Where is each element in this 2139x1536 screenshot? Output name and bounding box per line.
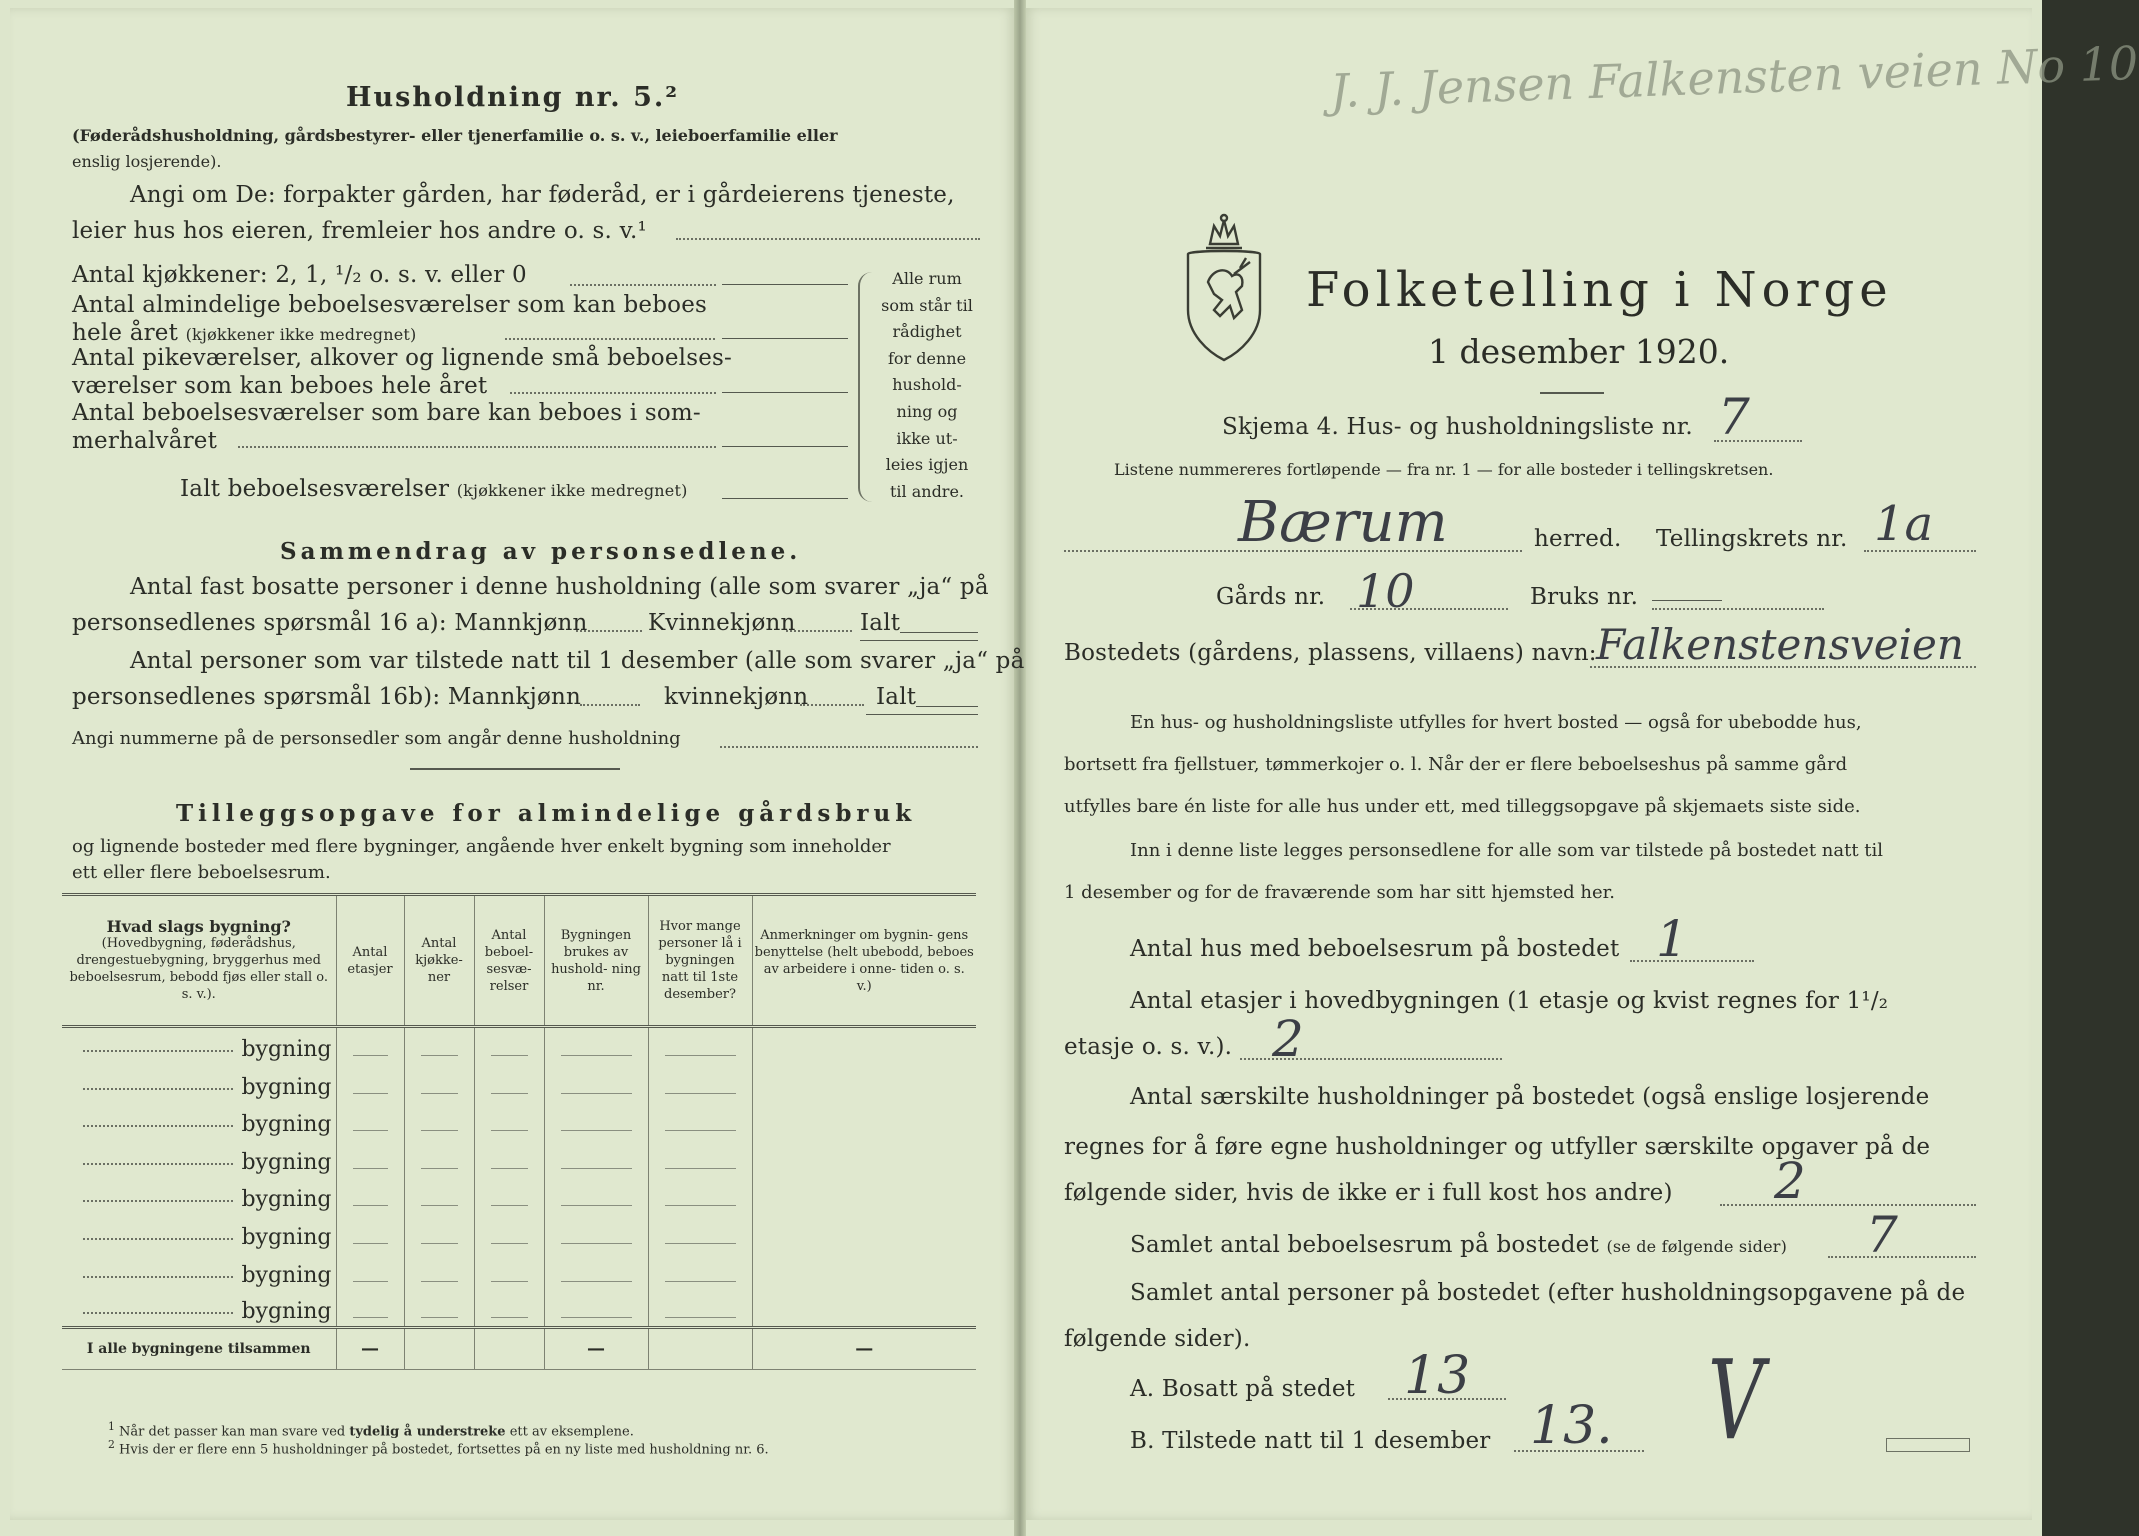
side-note-line: Alle rum xyxy=(892,269,962,288)
tillegg-line-1: og lignende bosteder med flere bygninger, angående hver enkelt bygning som inneholder xyxy=(72,836,891,857)
bruks-label: Bruks nr. xyxy=(1530,584,1639,610)
skjema-label: Skjema 4. Hus- og husholdningsliste nr. xyxy=(1222,414,1693,440)
table-cell[interactable] xyxy=(404,1290,474,1328)
table-header-cell xyxy=(62,895,336,1027)
total-cell xyxy=(544,1327,648,1369)
sum2-line-2: personsedlenes spørsmål 16b): Mannkjønn xyxy=(72,684,582,710)
census-title: Folketelling i Norge xyxy=(1306,262,1893,318)
table-cell[interactable] xyxy=(404,1027,474,1065)
table-cell[interactable] xyxy=(648,1252,752,1290)
table-cell[interactable] xyxy=(544,1027,648,1065)
table-cell[interactable] xyxy=(336,1252,404,1290)
table-cell[interactable] xyxy=(544,1177,648,1215)
bosatt-value[interactable]: 13 xyxy=(1404,1346,1471,1406)
table-cell[interactable] xyxy=(404,1214,474,1252)
alm-line-2-small: (kjøkkener ikke medregnet) xyxy=(185,325,417,344)
tellingskrets-label: Tellingskrets nr. xyxy=(1656,526,1848,552)
etasjer-value[interactable]: 2 xyxy=(1272,1010,1304,1068)
footnote-2-text: Hvis der er flere enn 5 husholdninger på bostedet, fortsettes på en ny liste med husholdning nr. 6. xyxy=(119,1442,769,1458)
hus-value[interactable]: 1 xyxy=(1656,910,1688,968)
table-header-text: Antal beboel- sesvæ- relser xyxy=(484,927,534,994)
sum2-line-1: Antal personer som var tilstede natt til 1 desember (alle som svarer „ja“ på xyxy=(130,648,1025,674)
table-cell[interactable] xyxy=(336,1102,404,1140)
table-header-cell xyxy=(336,895,404,1027)
instr-line-5: 1 desember og for de fraværende som har sitt hjemsted her. xyxy=(1064,882,1615,903)
summary-title: Sammendrag av personsedlene. xyxy=(280,538,802,565)
table-cell[interactable] xyxy=(544,1102,648,1140)
table-cell[interactable] xyxy=(648,1064,752,1102)
table-cell[interactable] xyxy=(648,1139,752,1177)
census-date: 1 desember 1920. xyxy=(1428,332,1730,371)
footnote-1-pre: Når det passer kan man svare ved xyxy=(119,1424,346,1440)
household-title: Husholdning nr. 5.² xyxy=(346,82,680,113)
table-cell[interactable] xyxy=(544,1214,648,1252)
alm-line-2: hele året xyxy=(72,320,179,346)
table-cell[interactable] xyxy=(752,1027,976,1065)
table-cell[interactable] xyxy=(404,1252,474,1290)
listene-note: Listene nummereres fortløpende — fra nr. 1 — for alle bosteder i tellingskretsen. xyxy=(1114,460,1774,479)
table-row xyxy=(62,1252,976,1290)
etasjer-line-1: Antal etasjer i hovedbygningen (1 etasje og kvist regnes for 1¹/₂ xyxy=(1130,988,1889,1014)
table-cell[interactable] xyxy=(648,1102,752,1140)
building-type-cell[interactable] xyxy=(62,1064,336,1102)
total-cell xyxy=(404,1327,474,1369)
alm-line-1: Antal almindelige beboelsesværelser som kan beboes xyxy=(72,292,708,318)
table-header-bold: Hvad slags bygning? xyxy=(106,917,291,936)
table-row xyxy=(62,1214,976,1252)
footnote-1-post: ett av eksemplene. xyxy=(509,1424,634,1440)
samlet-rum-small: (se de følgende sider) xyxy=(1606,1237,1788,1256)
table-cell[interactable] xyxy=(474,1102,544,1140)
table-cell[interactable] xyxy=(474,1214,544,1252)
hus-label: Antal hus med beboelsesrum på bostedet xyxy=(1130,936,1620,962)
footnote-1: $^1$ Når det passer kan man svare ved tydelig å understreke ett av eksemplene. xyxy=(108,1420,634,1440)
table-cell[interactable] xyxy=(336,1177,404,1215)
tellingskrets-value[interactable]: 1a xyxy=(1874,496,1934,552)
table-header-text: Bygningen brukes av hushold- ning nr. xyxy=(551,927,641,994)
page-fold xyxy=(1014,0,1026,1536)
top-scribble: J. J. Jensen Falkensten veien No 10 xyxy=(1329,35,2139,119)
table-cell[interactable] xyxy=(752,1102,976,1140)
som-line-2: merhalvåret xyxy=(72,428,218,454)
angi-line-2: leier hus hos eieren, fremleier hos andre o. s. v.¹ xyxy=(72,218,647,244)
table-cell[interactable] xyxy=(474,1027,544,1065)
etasjer-line-2: etasje o. s. v.). xyxy=(1064,1034,1233,1060)
table-cell[interactable] xyxy=(404,1064,474,1102)
saerskilte-line-3: følgende sider, hvis de ikke er i full kost hos andre) xyxy=(1064,1180,1673,1206)
table-cell[interactable] xyxy=(336,1139,404,1177)
household-subtitle-1: (Føderådshusholdning, gårdsbestyrer- eller tjenerfamilie o. s. v., leieboerfamilie eller xyxy=(72,126,838,145)
bosted-value[interactable]: Falkenstensveien xyxy=(1596,620,1964,669)
footnote-2: $^2$ Hvis der er flere enn 5 husholdninger på bostedet, fortsettes på en ny liste med husholdning nr. 6. xyxy=(108,1438,769,1458)
table-cell[interactable] xyxy=(544,1139,648,1177)
kjokkener-label: Antal kjøkkener: 2, 1, ¹/₂ o. s. v. eller 0 xyxy=(72,262,527,288)
side-note-line: rådighet xyxy=(892,322,962,342)
side-note-line: til andre. xyxy=(889,481,965,501)
tilstede-value[interactable]: 13. xyxy=(1530,1396,1613,1456)
printer-stamp xyxy=(1886,1438,1970,1452)
table-row xyxy=(62,1139,976,1177)
table-cell[interactable] xyxy=(648,1177,752,1215)
norwegian-coat-of-arms-icon xyxy=(1180,214,1268,364)
building-table-header xyxy=(62,895,976,1027)
side-note-line: for denne xyxy=(887,348,967,368)
total-cell xyxy=(336,1327,404,1369)
table-header-text: Anmerkninger om bygnin- gens benyttelse (helt ubebodd, beboes av arbeidere i onne- tiden o. s. v.) xyxy=(754,927,974,994)
building-label: bygning xyxy=(241,1074,332,1100)
side-note-line: som står til xyxy=(881,295,973,315)
building-label: bygning xyxy=(241,1112,332,1138)
table-cell[interactable] xyxy=(474,1177,544,1215)
skjema-value[interactable]: 7 xyxy=(1718,388,1750,446)
building-label: bygning xyxy=(241,1149,332,1175)
herred-label: herred. xyxy=(1534,526,1622,552)
building-table xyxy=(62,893,976,1370)
building-label: bygning xyxy=(241,1037,332,1063)
side-note xyxy=(872,266,982,505)
sum1-kvinne: Kvinnekjønn xyxy=(648,610,796,636)
building-label: bygning xyxy=(241,1298,332,1324)
footnote-1-bold: tydelig å understreke xyxy=(349,1424,506,1440)
tilstede-label: B. Tilstede natt til 1 desember xyxy=(1130,1428,1491,1454)
table-header-cell xyxy=(404,895,474,1027)
gards-value[interactable]: 10 xyxy=(1356,564,1415,618)
table-cell[interactable] xyxy=(648,1214,752,1252)
gards-label: Gårds nr. xyxy=(1216,584,1326,610)
table-cell[interactable] xyxy=(404,1102,474,1140)
total-cell xyxy=(752,1327,976,1369)
tillegg-line-2: ett eller flere beboelsesrum. xyxy=(72,862,331,883)
building-type-cell[interactable] xyxy=(62,1290,336,1328)
total-cell-value: — xyxy=(587,1338,605,1360)
table-cell[interactable] xyxy=(474,1139,544,1177)
table-row xyxy=(62,1177,976,1215)
table-cell[interactable] xyxy=(648,1290,752,1328)
table-cell[interactable] xyxy=(752,1290,976,1328)
table-header-text: Hvor mange personer lå i bygningen natt til 1ste desember? xyxy=(658,919,742,1002)
samlet-pers-line-2: følgende sider). xyxy=(1064,1326,1251,1352)
table-cell[interactable] xyxy=(336,1214,404,1252)
table-cell[interactable] xyxy=(752,1177,976,1215)
sum1-line-1: Antal fast bosatte personer i denne husholdning (alle som svarer „ja“ på xyxy=(130,574,989,600)
bosatt-label: A. Bosatt på stedet xyxy=(1130,1376,1356,1402)
table-cell[interactable] xyxy=(544,1290,648,1328)
building-type-cell[interactable] xyxy=(62,1214,336,1252)
building-table-total-row xyxy=(62,1327,976,1369)
table-cell[interactable] xyxy=(474,1252,544,1290)
angi-line-1: Angi om De: forpakter gården, har føderåd, er i gårdeierens tjeneste, xyxy=(130,182,955,208)
table-header-cell xyxy=(648,895,752,1027)
total-cell xyxy=(648,1327,752,1369)
ialt-label: Ialt beboelsesværelser xyxy=(180,476,450,502)
table-header-text: Antal etasjer xyxy=(347,944,393,977)
total-cell-value: — xyxy=(361,1338,379,1360)
side-note-line: hushold- xyxy=(892,375,962,395)
table-header-cell xyxy=(474,895,544,1027)
sum2-ialt: Ialt xyxy=(876,684,917,710)
total-cell-value: — xyxy=(855,1338,874,1360)
table-cell[interactable] xyxy=(648,1027,752,1065)
instr-line-1: En hus- og husholdningsliste utfylles for hvert bosted — også for ubebodde hus, xyxy=(1130,712,1862,733)
total-label: I alle bygningene tilsammen xyxy=(62,1327,336,1369)
bosted-label: Bostedets (gårdens, plassens, villaens) navn: xyxy=(1064,640,1597,666)
sum1-line-2: personsedlenes spørsmål 16 a): Mannkjønn xyxy=(72,610,588,636)
table-cell[interactable] xyxy=(752,1214,976,1252)
checkmark: V xyxy=(1707,1336,1764,1464)
saerskilte-value[interactable]: 2 xyxy=(1774,1152,1806,1210)
sum1-ialt: Ialt xyxy=(860,610,901,636)
saerskilte-line-2: regnes for å føre egne husholdninger og utfyller særskilte opgaver på de xyxy=(1064,1134,1931,1160)
table-cell[interactable] xyxy=(474,1290,544,1328)
samlet-pers-line-1: Samlet antal personer på bostedet (efter husholdningsopgavene på de xyxy=(1130,1280,1966,1306)
instr-line-4: Inn i denne liste legges personsedlene for alle som var tilstede på bostedet natt til xyxy=(1130,840,1884,861)
instr-line-3: utfylles bare én liste for alle hus under ett, med tilleggsopgave på skjemaets siste side. xyxy=(1064,796,1861,817)
table-cell[interactable] xyxy=(752,1139,976,1177)
table-header-text: Antal kjøkke- ner xyxy=(415,936,463,985)
table-cell[interactable] xyxy=(404,1139,474,1177)
table-cell[interactable] xyxy=(544,1064,648,1102)
table-cell[interactable] xyxy=(336,1290,404,1328)
side-note-line: ikke ut- xyxy=(896,428,958,448)
ialt-small: (kjøkkener ikke medregnet) xyxy=(456,481,688,500)
side-note-line: ning og xyxy=(896,401,958,421)
building-type-cell[interactable] xyxy=(62,1027,336,1065)
table-row xyxy=(62,1102,976,1140)
building-type-cell[interactable] xyxy=(62,1177,336,1215)
saerskilte-line-1: Antal særskilte husholdninger på bostedet (også enslige losjerende xyxy=(1130,1084,1930,1110)
building-type-cell[interactable] xyxy=(62,1139,336,1177)
side-note-line: leies igjen xyxy=(885,455,969,475)
building-type-cell[interactable] xyxy=(62,1102,336,1140)
table-row xyxy=(62,1064,976,1102)
table-cell[interactable] xyxy=(752,1252,976,1290)
herred-value[interactable]: Bærum xyxy=(1238,490,1448,555)
table-cell[interactable] xyxy=(336,1027,404,1065)
sum2-kvinne: kvinnekjønn xyxy=(664,684,809,710)
table-header-text: (Hovedbygning, føderådshus, drengestuebygning, bryggerhus med beboelsesrum, bebodd fjøs eller stall o. s. v.). xyxy=(69,936,328,1002)
table-row xyxy=(62,1027,976,1065)
table-cell[interactable] xyxy=(544,1252,648,1290)
table-cell[interactable] xyxy=(404,1177,474,1215)
pike-line-2: værelser som kan beboes hele året xyxy=(72,373,488,399)
household-subtitle-2: enslig losjerende). xyxy=(72,152,222,171)
building-label: bygning xyxy=(241,1187,332,1213)
building-type-cell[interactable] xyxy=(62,1252,336,1290)
table-header-cell xyxy=(752,895,976,1027)
samlet-rum-value[interactable]: 7 xyxy=(1866,1206,1898,1264)
samlet-rum-label: Samlet antal beboelsesrum på bostedet xyxy=(1130,1232,1599,1258)
tillegg-title: Tilleggsopgave for almindelige gårdsbruk xyxy=(176,800,917,827)
instr-line-2: bortsett fra fjellstuer, tømmerkojer o. l. Når der er flere beboelseshus på samme gård xyxy=(1064,754,1848,775)
building-label: bygning xyxy=(241,1225,332,1251)
table-cell[interactable] xyxy=(752,1064,976,1102)
table-row xyxy=(62,1290,976,1328)
building-label: bygning xyxy=(241,1262,332,1288)
angi-numre-label: Angi nummerne på de personsedler som angår denne husholdning xyxy=(72,728,681,749)
som-line-1: Antal beboelsesværelser som bare kan beboes i som- xyxy=(72,400,701,426)
table-cell[interactable] xyxy=(474,1064,544,1102)
pike-line-1: Antal pikeværelser, alkover og lignende små beboelses- xyxy=(72,345,733,371)
table-header-cell xyxy=(544,895,648,1027)
building-table-body xyxy=(62,1027,976,1328)
total-cell xyxy=(474,1327,544,1369)
table-cell[interactable] xyxy=(336,1064,404,1102)
